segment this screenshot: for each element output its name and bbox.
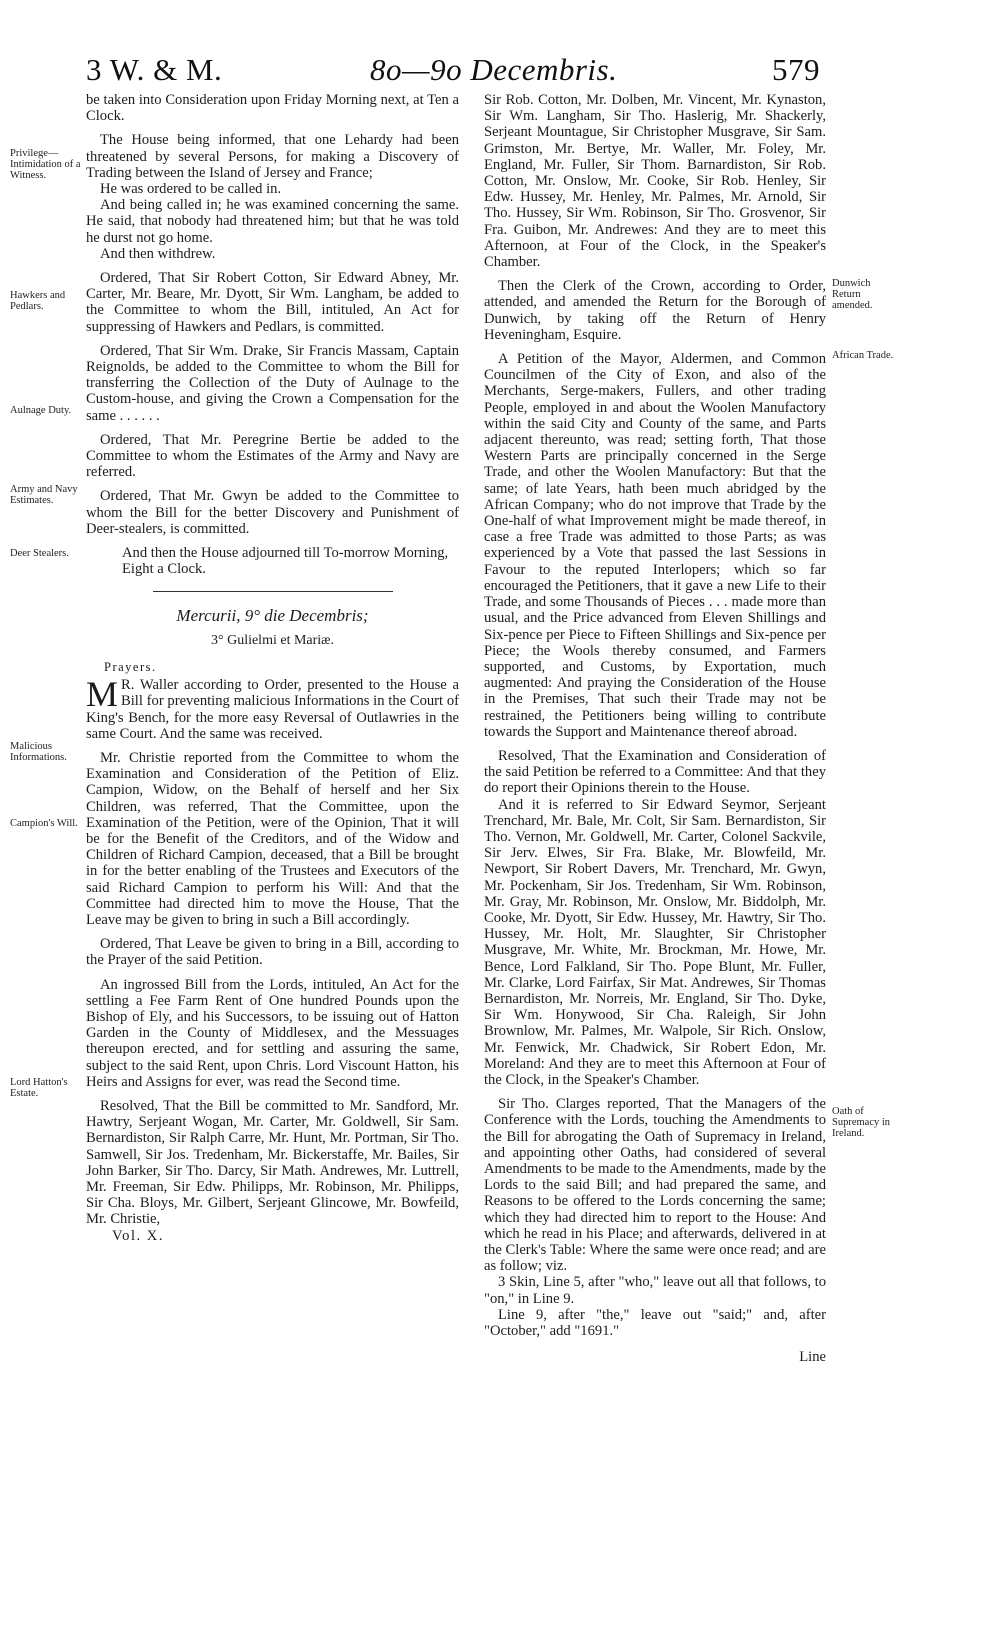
margin-note-malicious: Malicious Informations.	[10, 741, 67, 763]
entry-aulnage-committee: Ordered, That Sir Wm. Drake, Sir Francis Massam, Captain Reignolds, be added to the Committee to whom the Bill for transferring the Collection of the Duty of Aulnage to the Custom-house, and giving the Crown a Compensation for the same . . . . . .	[86, 342, 459, 424]
entry-withdrew: And then withdrew.	[100, 245, 216, 262]
left-column	[86, 92, 459, 1252]
right-column	[484, 92, 826, 1365]
entry-adjourned: And then the House adjourned till To-morrow Morning, Eight a Clock.	[122, 545, 449, 578]
entry-hatton-bill: An ingrossed Bill from the Lords, intituled, An Act for the settling a Fee Farm Rent of One hundred Pounds upon the Bishop of Ely, and his Successors, to be issuing out of Hatton Garden in the County of Middlesex, and the Messuages thereupon erected, and for settling and assuring the same, subject to the said Rent, upon Chris. Lord Viscount Hatton, his Heirs and Assigns for ever, was read the Second time.	[86, 976, 459, 1090]
margin-note-privilege: Privilege— Intimidation of a Witness.	[10, 148, 81, 181]
entry-african-resolved: Resolved, That the Examination and Consideration of the said Petition be referred to a Committee: And that they do report their Opinions therein to the House.	[484, 747, 826, 797]
margin-note-aulnage: Aulnage Duty.	[10, 405, 72, 416]
catchword: Line	[799, 1349, 826, 1366]
entry-hatton-committee: Resolved, That the Bill be committed to Mr. Sandford, Mr. Hawtry, Serjeant Wogan, Mr. Carter, Mr. Goldwell, Sir Sam. Bernardiston, Sir Ralph Carre, Mr. Hunt, Mr. Portman, Sir Tho. Samwell, Sir Jos. Tredenham, Mr. Bickerstaffe, Mr. Bailes, Sir John Barker, Sir Tho. Darcy, Sir Math. Andrewes, Mr. Luttrell, Mr. Freeman, Sir Edw. Philipps, Mr. Robinson, Mr. Philipps, Sir Cha. Bloys, Mr. Gilbert, Serjeant Glincowe, Mr. Bowfeild, Mr. Christie,	[86, 1097, 459, 1228]
page-header-dates: 8o—9o Decembris.	[370, 52, 618, 87]
margin-note-deer: Deer Stealers.	[10, 548, 69, 559]
entry-hawkers-committee: Ordered, That Sir Robert Cotton, Sir Edward Abney, Mr. Carter, Mr. Beare, Mr. Dyott, Sir Wm. Langham, be added to the Committee to whom the Bill, intituled, An Act for suppressing of Hawkers and Pedlars, is committed.	[86, 270, 459, 335]
entry-dunwich-return: Then the Clerk of the Crown, according to Order, attended, and amended the Return for the Borough of Dunwich, by taking off the Return of Henry Heveningham, Esquire.	[484, 278, 826, 343]
margin-note-african: African Trade.	[832, 350, 894, 361]
page-header-regnal-year: 3 W. & M.	[86, 52, 223, 87]
margin-note-hatton: Lord Hatton's Estate.	[10, 1077, 68, 1099]
entry-lehardy: The House being informed, that one Lehardy had been threatened by several Persons, for making a Discovery of Trading between the Island of Jersey and France;	[86, 132, 459, 181]
entry-malicious-informations	[86, 674, 459, 742]
drop-cap: M	[86, 674, 119, 715]
margin-note-campion: Campion's Will.	[10, 818, 78, 829]
margin-note-hawkers: Hawkers and Pedlars.	[10, 290, 66, 312]
entry-committee-continuation: Sir Rob. Cotton, Mr. Dolben, Mr. Vincent, Mr. Kynaston, Sir Wm. Langham, Sir Tho. Haslerig, Mr. Shackerly, Serjeant Mountague, Sir Christopher Musgrave, Sir Sam. Grimston, Mr. Bertye, Mr. Waller, Mr. Foley, Mr. England, Mr. Fuller, Sir Thom. Barnardiston, Sir Rob. Cotton, Mr. Onslow, Mr. Cooke, Sir Rob. Henley, Sir Edw. Hussey, Mr. Henley, Mr. Palmes, Mr. Arnold, Sir Tho. Hussey, Sir Wm. Robinson, Sir Tho. Grosvenor, Sir Fra. Guibon, Mr. Andrewes: And they are to meet this Afternoon, at Four of the Clock, in the Speaker's Chamber.	[484, 92, 826, 271]
margin-note-oath: Oath of Supremacy in Ireland.	[832, 1106, 891, 1139]
entry-called-in: He was ordered to be called in.	[100, 181, 282, 198]
entry-amendment-2: Line 9, after "the," leave out "said;" and, after "October," add "1691."	[484, 1306, 826, 1340]
entry-campion-leave: Ordered, That Leave be given to bring in a Bill, according to the Prayer of the said Petition.	[86, 936, 459, 969]
entry-exon-petition: A Petition of the Mayor, Aldermen, and Common Councilmen of the City of Exon, and also of the Merchants, Serge-makers, Fullers, and other trading People, employed in and about the Woolen Manufactory within the said City and County of the same, and Parts adjacent thereunto, was read; setting forth, That those Western Parts are principally concerned in the Serge Trade, and other the Woolen Manufactory: But that the same; of late Years, hath been much abridged by the African Company; who do not improve that Trade by the One-half of what Improvement might be made thereof, in case a free Trade was admitted to those Parts; as was experienced by a Vote that passed the last Sessions in Favour to the reputed Interlopers; which so far encouraged the Petitioners, that it gave a new Life to their Trade, and some Thousands of Pieces . . . made more than usual, and the Price advanced from Eleven Shillings and Six-pence per Piece to Fifteen Shillings and Six-pence per Piece; the Wools thereby consumed, and Farmers supported, and Customs, by Exportation, much augmented: And praying the Consideration of the House in the Premises, That such their Trade may not be restrained, the Petitioners being willing to contribute towards the Support and Maintenance thereof abroad.	[484, 351, 826, 740]
margin-note-army: Army and Navy Estimates.	[10, 484, 78, 506]
entry-deer-stealers: Ordered, That Mr. Gwyn be added to the Committee to whom the Bill for the better Discovery and Punishment of Deer-stealers, is committed.	[86, 488, 459, 537]
page-number: 579	[772, 52, 820, 87]
margin-note-dunwich: Dunwich Return amended.	[832, 278, 873, 311]
entry-amendment-1: 3 Skin, Line 5, after "who," leave out all that follows, to "on," in Line 9.	[484, 1274, 826, 1307]
entry-malicious-text: R. Waller according to Order, presented to the House a Bill for preventing malicious Informations in the Court of King's Bench, for the more easy Reversal of Outlawries in the same Court. And the same was received.	[86, 677, 459, 742]
prayers-heading: Prayers.	[104, 659, 157, 674]
sitting-date: Mercurii, 9° die Decembris;	[176, 606, 369, 626]
entry-african-committee: And it is referred to Sir Edward Seymor, Serjeant Trenchard, Mr. Bale, Mr. Colt, Sir Sam. Bernardiston, Sir Tho. Vernon, Mr. Goldwell, Mr. Carter, Colonel Sackvile, Sir Jerv. Elwes, Sir Fra. Blake, Mr. Blowfeild, Mr. Newport, Sir Robert Davers, Mr. Trenchard, Mr. Gwyn, Mr. Pockenham, Sir Jos. Tredenham, Sir Wm. Robinson, Mr. Gray, Mr. Robinson, Mr. Onslow, Mr. Biddolph, Mr. Cooke, Mr. Dyott, Sir Edw. Hussey, Mr. Hawtry, Sir Tho. Hussey, Mr. Holt, Mr. Slaughter, Sir Christopher Musgrave, Mr. White, Mr. Brockman, Mr. Howe, Mr. Bence, Lord Falkland, Sir Tho. Pope Blunt, Mr. Fuller, Mr. Clarke, Lord Fairfax, Sir Mat. Andrewes, Sir Thomas Bernardiston, Mr. Norreis, Mr. England, Sir Tho. Dyke, Sir Wm. Honywood, Sir Cha. Raleigh, Sir John Brownlow, Mr. Palmes, Mr. Walpole, Sir Rich. Onslow, Mr. Fenwick, Mr. Chadwick, Sir Robert Edon, Mr. Moreland: And they are to meet this Afternoon at Four of the Clock, in the Speaker's Chamber.	[484, 796, 826, 1088]
entry-oath-report: Sir Tho. Clarges reported, That the Managers of the Conference with the Lords, touching the Amendments to the Bill for abrogating the Oath of Supremacy in Ireland, and appointing other Oaths, had considered of several Amendments to be made to the Amendments, made by the Lords to the said Bill; and had prepared the same, and Reasons to be offered to the Lords concerning the same; which they had directed him to report to the House: And which he read in his Place; and afterwards, delivered in at the Clerk's Table: Where the same were once read; and are as follow; viz.	[484, 1096, 826, 1275]
section-divider	[153, 591, 393, 592]
entry-army-estimates: Ordered, That Mr. Peregrine Bertie be added to the Committee to whom the Estimates of the Army and Navy are referred.	[86, 431, 459, 481]
entry-continuation: be taken into Consideration upon Friday Morning next, at Ten a Clock.	[86, 92, 459, 125]
entry-campion-report: Mr. Christie reported from the Committee to whom the Examination and Consideration of the Petition of Eliz. Campion, Widow, on the Behalf of herself and her Six Children, was referred, That the Committee, upon the Examination of the Petition, were of the Opinion, That it will be for the Benefit of the Creditors, and of the Widow and Children of Richard Campion, deceased, that a Bill be brought in for the better enabling of the Trustees and Executors of the said Richard Campion to perform his Will: And that the Committee had directed him to move the House, That the Leave may be given to bring in such a Bill accordingly.	[86, 749, 459, 928]
regnal-year: 3° Gulielmi et Mariæ.	[210, 632, 335, 648]
entry-examined: And being called in; he was examined concerning the same. He said, that nobody had threatened him; but that he was told he durst not go home.	[86, 197, 459, 246]
volume-signature: Vol. X.	[112, 1227, 164, 1244]
